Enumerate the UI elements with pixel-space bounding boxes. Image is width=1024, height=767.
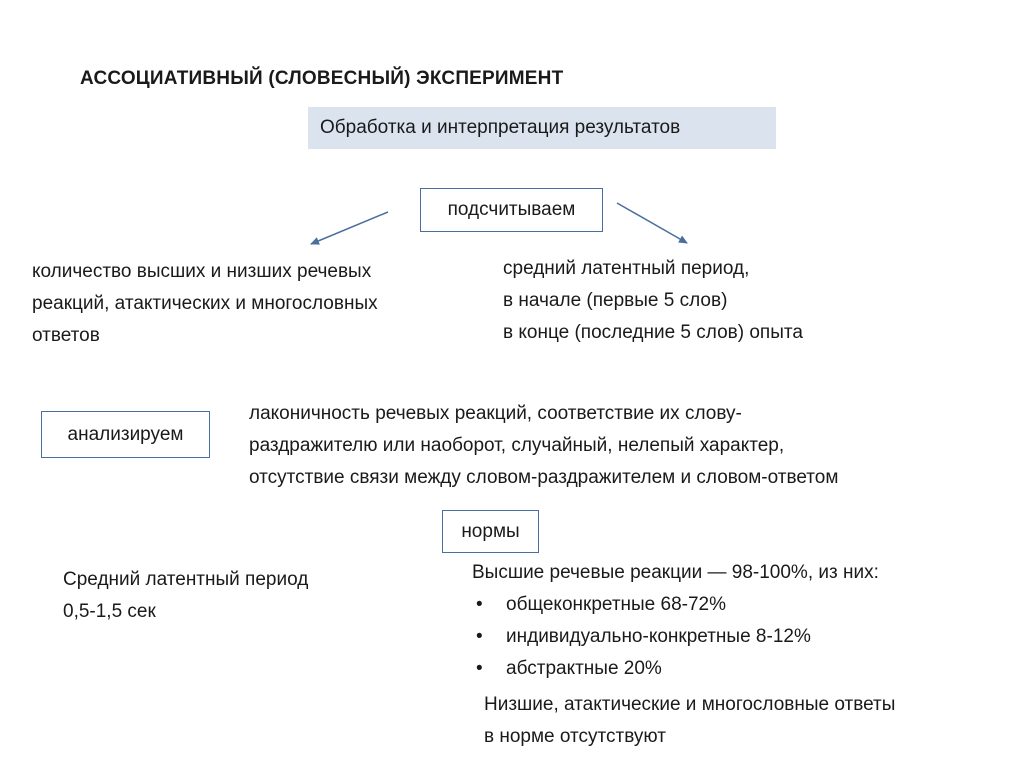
- analyze-text: [249, 398, 1009, 494]
- count-left-text: [32, 256, 482, 352]
- count-right-line-3: в конце (последние 5 слов) опыта: [503, 322, 803, 343]
- list-item-label: абстрактные 20%: [506, 658, 662, 679]
- count-box: [420, 188, 603, 232]
- slide-title: АССОЦИАТИВНЫЙ (СЛОВЕСНЫЙ) ЭКСПЕРИМЕНТ: [80, 68, 564, 89]
- higher-reactions-block: [472, 557, 1012, 685]
- bullet-icon: •: [476, 594, 483, 615]
- analyze-line-3: отсутствие связи между словом-раздражителем и словом-ответом: [249, 467, 839, 488]
- count-left-line-2: реакций, атактических и многословных: [32, 293, 378, 314]
- lower-reactions-text: [484, 689, 1014, 753]
- higher-reactions-list: [472, 589, 1012, 685]
- lower-line-2: в норме отсутствуют: [484, 726, 666, 747]
- norms-box-label: нормы: [461, 520, 520, 542]
- count-right-text: [503, 253, 923, 349]
- count-box-label: подсчитываем: [447, 199, 576, 220]
- bullet-icon: •: [476, 658, 483, 679]
- bullet-icon: •: [476, 626, 483, 647]
- list-item: [472, 589, 1012, 621]
- higher-reactions-heading: Высшие речевые реакции — 98-100%, из них:: [472, 562, 879, 583]
- list-item: [472, 621, 1012, 653]
- analyze-line-2: раздражителю или наоборот, случайный, нелепый характер,: [249, 435, 785, 456]
- count-left-line-1: количество высших и низших речевых: [32, 261, 372, 282]
- list-item-label: индивидуально-конкретные 8-12%: [506, 626, 811, 647]
- analyze-box-label: анализируем: [67, 423, 184, 445]
- arrow-right: [617, 203, 687, 243]
- count-right-line-1: средний латентный период,: [503, 258, 750, 279]
- analyze-line-1: лаконичность речевых реакций, соответствие их слову-: [249, 403, 742, 424]
- count-left-line-3: ответов: [32, 325, 100, 346]
- subtitle-banner: Обработка и интерпретация результатов: [308, 107, 776, 149]
- count-right-line-2: в начале (первые 5 слов): [503, 290, 728, 311]
- lower-line-1: Низшие, атактические и многословные ответы: [484, 694, 896, 715]
- latency-line-1: Средний латентный период: [63, 569, 309, 590]
- list-item-label: общеконкретные 68-72%: [506, 594, 727, 615]
- latency-line-2: 0,5-1,5 сек: [63, 601, 156, 622]
- analyze-box: [41, 411, 210, 458]
- list-item: [472, 653, 1012, 685]
- arrow-left: [311, 212, 388, 244]
- latency-norm-text: [63, 564, 423, 628]
- norms-box: [442, 510, 539, 553]
